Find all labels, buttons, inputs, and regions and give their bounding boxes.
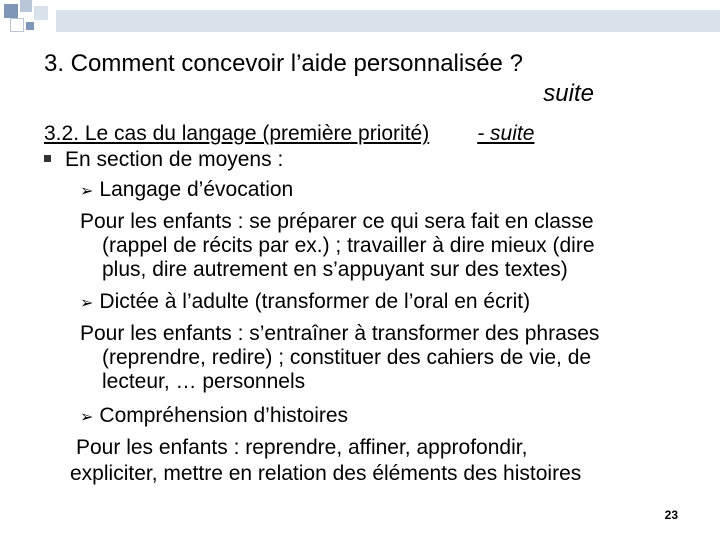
deco-square	[20, 0, 32, 12]
item-heading-line	[80, 404, 348, 430]
square-bullet-icon	[44, 155, 51, 162]
item-text: expliciter, mettre en relation des éléments des histoires	[70, 462, 582, 485]
title-line-1: 3. Comment concevoir l’aide personnalisée ?	[44, 50, 523, 77]
arrow-bullet-icon: ➢	[80, 183, 94, 200]
deco-square	[26, 22, 34, 30]
item-text: plus, dire autrement en s’appuyant sur des textes)	[102, 258, 568, 281]
item-heading-line	[80, 290, 530, 316]
item-text: Pour les enfants : reprendre, affiner, approfondir,	[76, 436, 528, 459]
deco-square	[34, 6, 48, 20]
item-heading: Compréhension d’histoires	[99, 404, 349, 427]
arrow-bullet-icon: ➢	[80, 409, 94, 426]
item-text: Pour les enfants : s’entraîner à transformer des phrases	[80, 322, 600, 345]
subtitle-suffix: - suite	[477, 122, 535, 145]
subtitle-line	[44, 122, 534, 146]
decorative-header	[0, 0, 720, 40]
deco-square	[10, 18, 24, 32]
item-text: (reprendre, redire) ; constituer des cahiers de vie, de	[102, 346, 592, 369]
item-heading-line	[80, 178, 293, 204]
item-text: (rappel de récits par ex.) ; travailler à dire mieux (dire	[102, 234, 595, 257]
deco-square	[4, 4, 18, 18]
item-text: Pour les enfants : se préparer ce qui sera fait en classe	[80, 210, 594, 233]
arrow-bullet-icon: ➢	[80, 295, 94, 312]
title-line-2: suite	[543, 80, 594, 107]
item-heading: Dictée à l’adulte (transformer de l’oral en écrit)	[99, 290, 531, 313]
item-heading: Langage d’évocation	[99, 178, 294, 201]
item-text: lecteur, … personnels	[102, 370, 306, 393]
bullet-line	[44, 148, 283, 172]
bullet-text: En section de moyens :	[65, 148, 284, 171]
header-bar	[56, 10, 720, 32]
subtitle: 3.2. Le cas du langage (première priorité)	[44, 122, 430, 145]
slide-title	[44, 49, 664, 109]
page-number: 23	[664, 508, 678, 522]
